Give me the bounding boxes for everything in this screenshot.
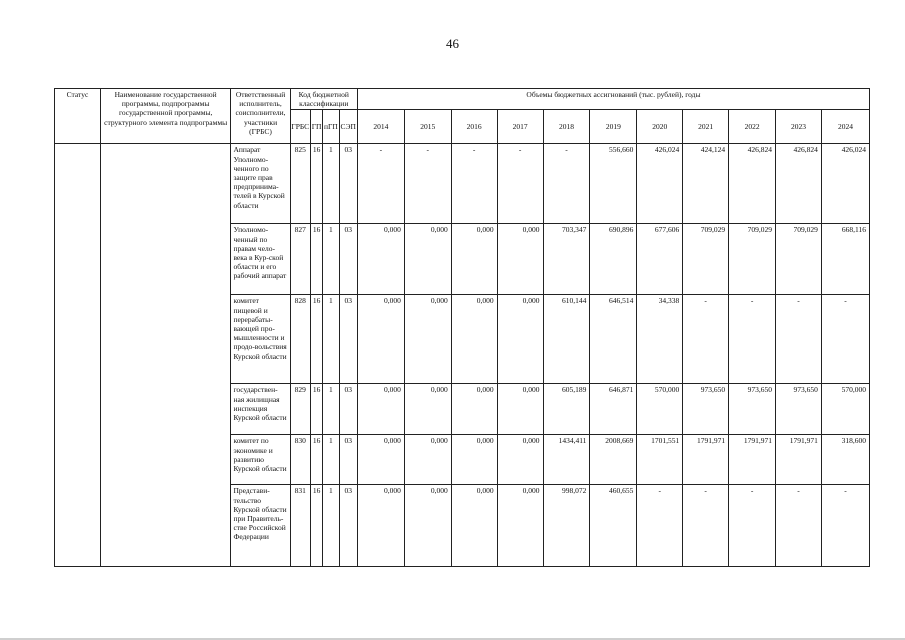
value-cell: 646,871 [590,384,637,435]
code-cell: 16 [310,384,322,435]
executor-cell: Аппарат Уполномо-ченного по защите прав предпринима-телей в Курской области [231,144,290,224]
value-cell: - [776,485,822,567]
value-cell: 0,000 [451,485,497,567]
value-cell: 709,029 [776,224,822,295]
value-cell: 605,189 [543,384,590,435]
code-cell: 16 [310,485,322,567]
header-code-grbs: ГРБС [290,110,310,144]
name-cell [100,144,231,567]
value-cell: - [451,144,497,224]
value-cell: 668,116 [821,224,869,295]
code-cell: 03 [339,435,357,485]
budget-table [54,88,870,567]
value-cell: 0,000 [451,435,497,485]
value-cell: 0,000 [357,224,404,295]
value-cell: - [543,144,590,224]
value-cell: 0,000 [404,224,451,295]
value-cell: 2008,669 [590,435,637,485]
code-cell: 16 [310,144,322,224]
value-cell: 0,000 [451,224,497,295]
value-cell: 1791,971 [776,435,822,485]
value-cell: 1434,411 [543,435,590,485]
header-year: 2014 [357,110,404,144]
code-cell: 03 [339,485,357,567]
code-cell: 831 [290,485,310,567]
value-cell: 646,514 [590,295,637,384]
header-budget-volume: Объемы бюджетных ассигнований (тыс. рублей), годы [357,89,869,110]
code-cell: 03 [339,384,357,435]
value-cell: 426,024 [821,144,869,224]
status-cell [55,144,101,567]
value-cell: - [776,295,822,384]
code-cell: 1 [323,295,339,384]
value-cell: 677,606 [637,224,683,295]
value-cell: 703,347 [543,224,590,295]
table-row [55,144,870,224]
value-cell: 0,000 [404,295,451,384]
value-cell: 426,824 [776,144,822,224]
header-year: 2016 [451,110,497,144]
code-cell: 16 [310,224,322,295]
value-cell: - [404,144,451,224]
value-cell: 1791,971 [683,435,729,485]
header-year: 2019 [590,110,637,144]
value-cell: 0,000 [497,485,543,567]
value-cell: 0,000 [357,435,404,485]
value-cell: 0,000 [404,384,451,435]
value-cell: - [683,295,729,384]
value-cell: 709,029 [683,224,729,295]
header-year: 2022 [729,110,776,144]
value-cell: 0,000 [451,295,497,384]
value-cell: 1791,971 [729,435,776,485]
code-cell: 1 [323,435,339,485]
header-budget-code: Код бюджетной классификации [290,89,357,110]
code-cell: 16 [310,295,322,384]
header-status: Статус [55,89,101,144]
value-cell: 570,000 [637,384,683,435]
value-cell: - [357,144,404,224]
header-code-gp: ГП [310,110,322,144]
value-cell: 0,000 [497,295,543,384]
executor-cell: комитет по экономике и развитию Курской области [231,435,290,485]
value-cell: 973,650 [729,384,776,435]
value-cell: 318,600 [821,435,869,485]
value-cell: 0,000 [404,435,451,485]
code-cell: 829 [290,384,310,435]
value-cell: 0,000 [497,224,543,295]
header-year: 2020 [637,110,683,144]
value-cell: 556,660 [590,144,637,224]
value-cell: 610,144 [543,295,590,384]
value-cell: 690,896 [590,224,637,295]
code-cell: 16 [310,435,322,485]
value-cell: 426,824 [729,144,776,224]
code-cell: 03 [339,224,357,295]
header-year: 2021 [683,110,729,144]
value-cell: 709,029 [729,224,776,295]
code-cell: 1 [323,144,339,224]
value-cell: 0,000 [357,295,404,384]
value-cell: 0,000 [451,384,497,435]
value-cell: - [821,295,869,384]
code-cell: 03 [339,144,357,224]
header-year: 2024 [821,110,869,144]
value-cell: - [821,485,869,567]
value-cell: - [497,144,543,224]
value-cell: - [729,485,776,567]
header-executor: Ответственный исполнитель, соисполнители, участники (ГРБС) [231,89,290,144]
value-cell: 973,650 [683,384,729,435]
value-cell: 1701,551 [637,435,683,485]
value-cell: 426,024 [637,144,683,224]
value-cell: 0,000 [497,384,543,435]
value-cell: 570,000 [821,384,869,435]
value-cell: 0,000 [357,384,404,435]
header-year: 2023 [776,110,822,144]
code-cell: 828 [290,295,310,384]
code-cell: 1 [323,384,339,435]
header-name: Наименование государственной программы, подпрограммы государственной программы, структурного элемента подпрограммы [100,89,231,144]
executor-cell: Уполномо-ченный по правам чело-века в Кур-ской области и его рабочий аппарат [231,224,290,295]
value-cell: 0,000 [357,485,404,567]
executor-cell: государствен-ная жилищная инспекция Курской области [231,384,290,435]
header-code-pgp: пГП [323,110,339,144]
value-cell: 460,655 [590,485,637,567]
header-year: 2017 [497,110,543,144]
code-cell: 1 [323,485,339,567]
executor-cell: комитет пищевой и перерабаты-вающей про-мышленности и продо-вольствия Курской области [231,295,290,384]
header-year: 2018 [543,110,590,144]
header-code-sep: СЭП [339,110,357,144]
value-cell: - [637,485,683,567]
value-cell: - [683,485,729,567]
code-cell: 825 [290,144,310,224]
code-cell: 03 [339,295,357,384]
value-cell: 34,338 [637,295,683,384]
value-cell: 973,650 [776,384,822,435]
value-cell: 0,000 [404,485,451,567]
value-cell: 998,072 [543,485,590,567]
code-cell: 830 [290,435,310,485]
value-cell: 424,124 [683,144,729,224]
executor-cell: Представи-тельство Курской области при Правитель-стве Российской Федерации [231,485,290,567]
value-cell: 0,000 [497,435,543,485]
value-cell: - [729,295,776,384]
page-number: 46 [446,36,459,51]
header-year: 2015 [404,110,451,144]
code-cell: 827 [290,224,310,295]
code-cell: 1 [323,224,339,295]
